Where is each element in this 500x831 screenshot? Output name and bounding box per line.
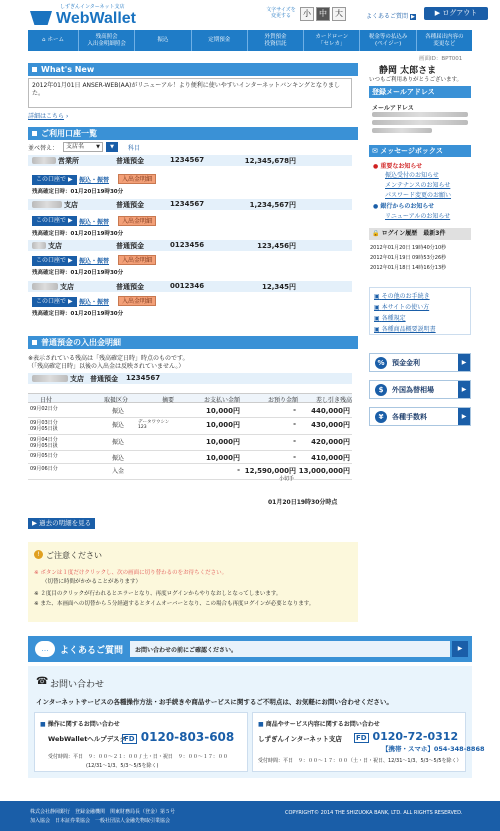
history-button[interactable]: 入出金明細: [118, 296, 156, 306]
nav-transfer[interactable]: 振込: [135, 30, 191, 51]
mail-title: 登録メールアドレス: [369, 86, 471, 98]
phone-icon: ☎: [36, 676, 49, 687]
account-type: 普通預金: [116, 283, 144, 291]
cell-dep: -: [293, 406, 296, 414]
cell-dep: -: [293, 420, 296, 428]
nav-time-deposit[interactable]: 定期預金: [192, 30, 248, 51]
col-pay: お支払い金額: [204, 397, 241, 404]
cell-date: 09月02日分: [30, 406, 58, 412]
nav-home[interactable]: ⌂ ホーム: [28, 30, 79, 51]
home-icon: ⌂: [41, 37, 46, 43]
mail-label: メールアドレス: [372, 105, 414, 112]
font-size-small-button[interactable]: 小: [300, 7, 314, 21]
branch-suffix: 支店: [64, 201, 78, 209]
history-button[interactable]: 入出金明細: [118, 216, 156, 226]
user-greeting: [369, 63, 471, 85]
account-number: 1234567: [170, 200, 205, 208]
login-entry: 2012年01月19日 09時53分26秒: [370, 255, 447, 261]
cell-kind: 振込: [112, 408, 125, 415]
balance-date: 残高確定日時：01月20日19時30分: [32, 189, 124, 195]
cell-kind: 振込: [112, 455, 125, 462]
important-heading[interactable]: ● 重要なお知らせ: [373, 163, 423, 170]
caution-item: ※ ２度目のクリックが行われるとエラーとなり、再度ログインからやりなおしとなってしまいます。: [34, 591, 282, 597]
whats-new-header: [28, 63, 358, 76]
history-header: [28, 336, 358, 349]
transfer-link[interactable]: 振込・振替: [79, 299, 110, 306]
history-note: （「残高確定日時」以後の入出金は反映されていません。）: [28, 363, 185, 370]
balance-date: 残高確定日時：01月20日19時30分: [32, 231, 124, 237]
font-size-label: 文字サイズを変更する: [266, 7, 296, 19]
cell-bal: 13,000,000円: [298, 467, 350, 475]
mail-address-redacted: [372, 128, 432, 133]
contact-right-heading: ■ 商品やサービス内容に関するお問い合わせ: [258, 721, 380, 728]
chevron-right-icon: ▶: [67, 176, 73, 183]
account-type: 普通預金: [116, 157, 144, 165]
cell-date: 09月05日分: [30, 453, 58, 459]
history-timestamp: 01月20日19時30分時点: [268, 499, 338, 506]
contact-left-hours: (12/31〜1/3、5/3〜5/5を除く): [86, 763, 159, 769]
screen-id: 画面ID：BPT001: [419, 56, 463, 62]
history-table: [28, 393, 352, 488]
footer-line: 株式会社静岡銀行 登録金融機関 関東財務局長（登金）第５号: [30, 809, 176, 815]
whats-new-title: What's New: [41, 65, 95, 74]
nav-balance[interactable]: 残高照会 入出金明細照会: [79, 30, 135, 51]
branch-name-redacted: [32, 157, 56, 164]
exchange-rate-button[interactable]: $ 外国為替相場 ▶: [369, 380, 471, 399]
contact-right-mobile[interactable]: 【携帯・スマホ】054-348-8868: [382, 745, 485, 753]
col-bal: 差し引き残高: [316, 397, 353, 404]
chevron-right-icon[interactable]: ▶: [452, 641, 468, 657]
sidebar-link[interactable]: ▣ 各種規定: [374, 315, 406, 322]
nav-card-loan[interactable]: カードローン 「セレカ」: [304, 30, 360, 51]
history-button[interactable]: 入出金明細: [118, 174, 156, 184]
document-icon: ▣: [374, 293, 380, 300]
contact-title: お問い合わせ: [50, 680, 105, 690]
document-icon: ▣: [374, 304, 380, 311]
this-account-label: この口座で ▶: [32, 256, 77, 266]
branch-name-redacted: [32, 283, 58, 290]
accounts-list: [28, 155, 352, 325]
history-note: ※表示されている残高は「残高確定日時」時点のものです。: [28, 355, 189, 362]
past-history-button[interactable]: ▶ 過去の明細を見る: [28, 518, 95, 529]
envelope-icon: ✉: [372, 147, 378, 155]
greeting: いつもご利用ありがとうございます。: [369, 77, 463, 83]
branch-suffix: 支店: [48, 242, 62, 250]
contact-right-hours: 受付時間：平日 ９：００〜１７：００（土・日・祝日、12/31〜1/3、5/3〜5/5を除く）: [258, 758, 462, 764]
message-link[interactable]: パスワード変更のお願い: [385, 192, 452, 199]
footer-line: 加入協会 日本証券業協会 一般社団法人金融先物取引業協会: [30, 818, 171, 824]
chevron-right-icon: ›: [65, 113, 69, 120]
accounts-title: ご利用口座一覧: [41, 129, 97, 138]
cell-pay: 10,000円: [205, 454, 240, 462]
contact-left-tel[interactable]: FD 0120-803-608: [124, 730, 235, 744]
whats-new-box: [28, 78, 352, 108]
whats-new-text: 2012年01月01日 ANSER-WEB(AA)がリニューアル！より便利に使いやすいインターネットバンキングとなりました。: [32, 82, 341, 97]
this-account-label: この口座で ▶: [32, 216, 77, 226]
sidebar-link[interactable]: ▣ 各種商品概要説明書: [374, 326, 436, 333]
logo-subtitle: しずぎんインターネット支店: [60, 4, 125, 10]
chevron-right-icon: ▶: [67, 257, 73, 264]
square-icon: [32, 131, 37, 136]
cell-bal: 440,000円: [311, 407, 350, 415]
account-balance: 12,345,678円: [244, 157, 296, 165]
cell-dep: -: [293, 437, 296, 445]
account-number: 0012346: [170, 282, 205, 290]
branch-suffix: 支店: [60, 283, 74, 291]
type-column-link[interactable]: 科目: [128, 145, 141, 152]
chevron-right-icon: ▶: [32, 519, 37, 527]
message-link[interactable]: メンテナンスのお知らせ: [385, 182, 451, 189]
sort-button[interactable]: ▼: [106, 142, 118, 152]
chevron-right-icon: ▶: [458, 381, 470, 398]
font-size-large-button[interactable]: 大: [332, 7, 346, 21]
caution-title: ご注意ください: [46, 551, 102, 560]
chevron-right-icon: ▶: [67, 217, 73, 224]
sidebar-link[interactable]: ▣ その他のお手続き: [374, 293, 430, 300]
account-type: 普通預金: [90, 375, 118, 383]
user-name: 静岡 太郎さま: [379, 66, 437, 76]
logout-button[interactable]: ▶ ログアウト: [424, 7, 488, 20]
branch-suffix: 営業所: [58, 157, 79, 165]
cell-bal: 410,000円: [311, 454, 350, 462]
document-icon: ▣: [374, 326, 380, 333]
yen-icon: ¥: [375, 411, 387, 423]
cell-date: 09月04日分 09月05日扱: [30, 437, 58, 449]
cell-sub: 小切手: [279, 476, 295, 482]
mail-address-redacted: [372, 120, 468, 125]
sort-label: 並べ替え：: [28, 145, 59, 152]
cell-memo: データワウシン 123: [138, 420, 170, 430]
bank-notice-heading[interactable]: ● 銀行からのお知らせ: [373, 203, 435, 210]
account-type: 普通預金: [116, 201, 144, 209]
square-icon: [32, 67, 37, 72]
col-dep: お預り金額: [268, 397, 299, 404]
cell-pay: 10,000円: [205, 438, 240, 446]
caution-item: （切替に時間がかかることがあります）: [42, 579, 142, 585]
chevron-right-icon: ▶: [410, 14, 415, 20]
freedial-icon: FD: [124, 735, 135, 743]
cell-date: 09月06日分: [30, 466, 58, 472]
cell-bal: 430,000円: [311, 421, 350, 429]
balance-date: 残高確定日時：01月20日19時30分: [32, 311, 124, 317]
branch-suffix: 支店: [70, 375, 84, 383]
transfer-link[interactable]: 振込・振替: [79, 177, 110, 184]
copyright: COPYRIGHT© 2014 THE SHIZUOKA BANK, LTD. ALL RIGHTS RESERVED.: [285, 810, 463, 816]
cell-kind: 振込: [112, 439, 125, 446]
contact-left-heading: ■ 操作に関するお問い合わせ: [40, 721, 120, 728]
global-nav: [28, 30, 472, 51]
dollar-icon: $: [375, 384, 387, 396]
font-size-medium-button[interactable]: 中: [316, 7, 330, 21]
cell-bal: 420,000円: [311, 438, 350, 446]
header: [0, 0, 500, 30]
warning-icon: !: [34, 550, 43, 559]
login-entry: 2012年01月20日 19時40分10秒: [370, 245, 447, 251]
account-balance: 123,456円: [257, 242, 296, 250]
sort-select[interactable]: 支店名 ▼: [63, 142, 103, 152]
fees-button[interactable]: ¥ 各種手数料 ▶: [369, 407, 471, 426]
nav-foreign[interactable]: 外貨預金 投資信託: [248, 30, 304, 51]
branch-name-redacted: [32, 242, 46, 249]
nav-tax-payment[interactable]: 税金等の払込み (ペイジー): [360, 30, 416, 51]
document-icon: ▣: [374, 315, 380, 322]
message-link[interactable]: 振込受付のお知らせ: [385, 172, 439, 179]
transfer-link[interactable]: 振込・振替: [79, 219, 110, 226]
cell-pay: 10,000円: [205, 407, 240, 415]
lock-icon: 🔒: [372, 230, 380, 237]
login-history-title: 🔒 ログイン履歴 最新3件: [369, 228, 471, 240]
cell-dep: 12,590,000円: [244, 467, 296, 475]
col-kind: 取扱区分: [104, 397, 129, 404]
whats-new-more-link[interactable]: 詳細はこちら ›: [28, 113, 69, 120]
contact-lead: インターネットサービスの各種操作方法・お手続きや商品サービスに関するご不明点は、お気軽にお問い合わせください。: [36, 698, 393, 706]
chevron-down-icon: ▼: [96, 144, 100, 150]
history-button[interactable]: 入出金明細: [118, 255, 156, 265]
branch-name-redacted: [32, 201, 62, 208]
account-number: 1234567: [126, 374, 161, 382]
message-link[interactable]: リニューアルのお知らせ: [385, 213, 451, 220]
this-account-label: この口座で ▶: [32, 297, 77, 307]
chevron-right-icon: ▶: [67, 298, 73, 305]
interest-rate-button[interactable]: % 預金金利 ▶: [369, 353, 471, 372]
contact-right-tel[interactable]: FD 0120-72-0312: [356, 730, 459, 743]
cell-date: 09月03日分 09月05日扱: [30, 420, 58, 432]
branch-name-redacted: [32, 375, 68, 382]
faq-text: お問い合わせの前にご確認ください。: [135, 647, 238, 654]
sidebar-link[interactable]: ▣ 本サイトの使い方: [374, 304, 430, 311]
square-icon: [32, 340, 37, 345]
table-header: [28, 393, 352, 403]
caution-item: ※ また、本画面への切替から５分経過するとタイムオーバーとなり、この場合も再度ログインが必要となります。: [34, 601, 315, 607]
nav-settings[interactable]: 各種届出内容の 変更など: [425, 33, 464, 47]
cell-kind: 振込: [112, 422, 125, 429]
chat-bubble-icon: …: [35, 641, 55, 657]
chevron-right-icon: ▶: [458, 408, 470, 425]
contact-left-name: WebWalletヘルプデスク: [48, 735, 127, 743]
cell-kind: 入金: [112, 468, 125, 475]
account-balance: 12,345円: [261, 283, 296, 291]
accounts-header: [28, 127, 358, 140]
logo[interactable]: WebWallet: [56, 10, 137, 27]
this-account-label: この口座で ▶: [32, 175, 77, 185]
chevron-right-icon: ▶: [434, 9, 441, 17]
cell-dep: -: [293, 453, 296, 461]
caution-item: ※ ボタンは１度だけクリックし、次の画面に切り替わるのをお待ちください。: [34, 570, 228, 576]
account-type: 普通預金: [116, 242, 144, 250]
faq-link[interactable]: よくあるご質問 ▶: [366, 13, 415, 20]
freedial-icon: FD: [356, 734, 367, 742]
contact-right-name: しずぎんインターネット支店: [258, 735, 342, 743]
contact-left-hours: 受付時間：平日 ９：００〜２１：００ / 土・日・祝日 ９：００〜１７：００: [48, 754, 228, 760]
col-memo: 摘要: [162, 397, 175, 404]
message-box-title: ✉ メッセージボックス: [369, 145, 471, 157]
cell-pay: -: [237, 466, 240, 474]
cell-pay: 10,000円: [205, 421, 240, 429]
faq-title: よくあるご質問: [60, 646, 124, 656]
login-entry: 2012年01月18日 14時16分13秒: [370, 265, 447, 271]
chevron-right-icon: ▶: [458, 354, 470, 371]
col-date: 日付: [39, 397, 52, 404]
account-balance: 1,234,567円: [249, 201, 296, 209]
account-number: 0123456: [170, 241, 205, 249]
logo-icon: [30, 11, 52, 25]
history-title: 普通預金の入出金明細: [41, 338, 121, 347]
footer: [0, 801, 500, 831]
percent-icon: %: [375, 357, 387, 369]
balance-date: 残高確定日時：01月20日19時30分: [32, 270, 124, 276]
account-number: 1234567: [170, 156, 205, 164]
mail-address-redacted: [372, 112, 468, 117]
transfer-link[interactable]: 振込・振替: [79, 258, 110, 265]
